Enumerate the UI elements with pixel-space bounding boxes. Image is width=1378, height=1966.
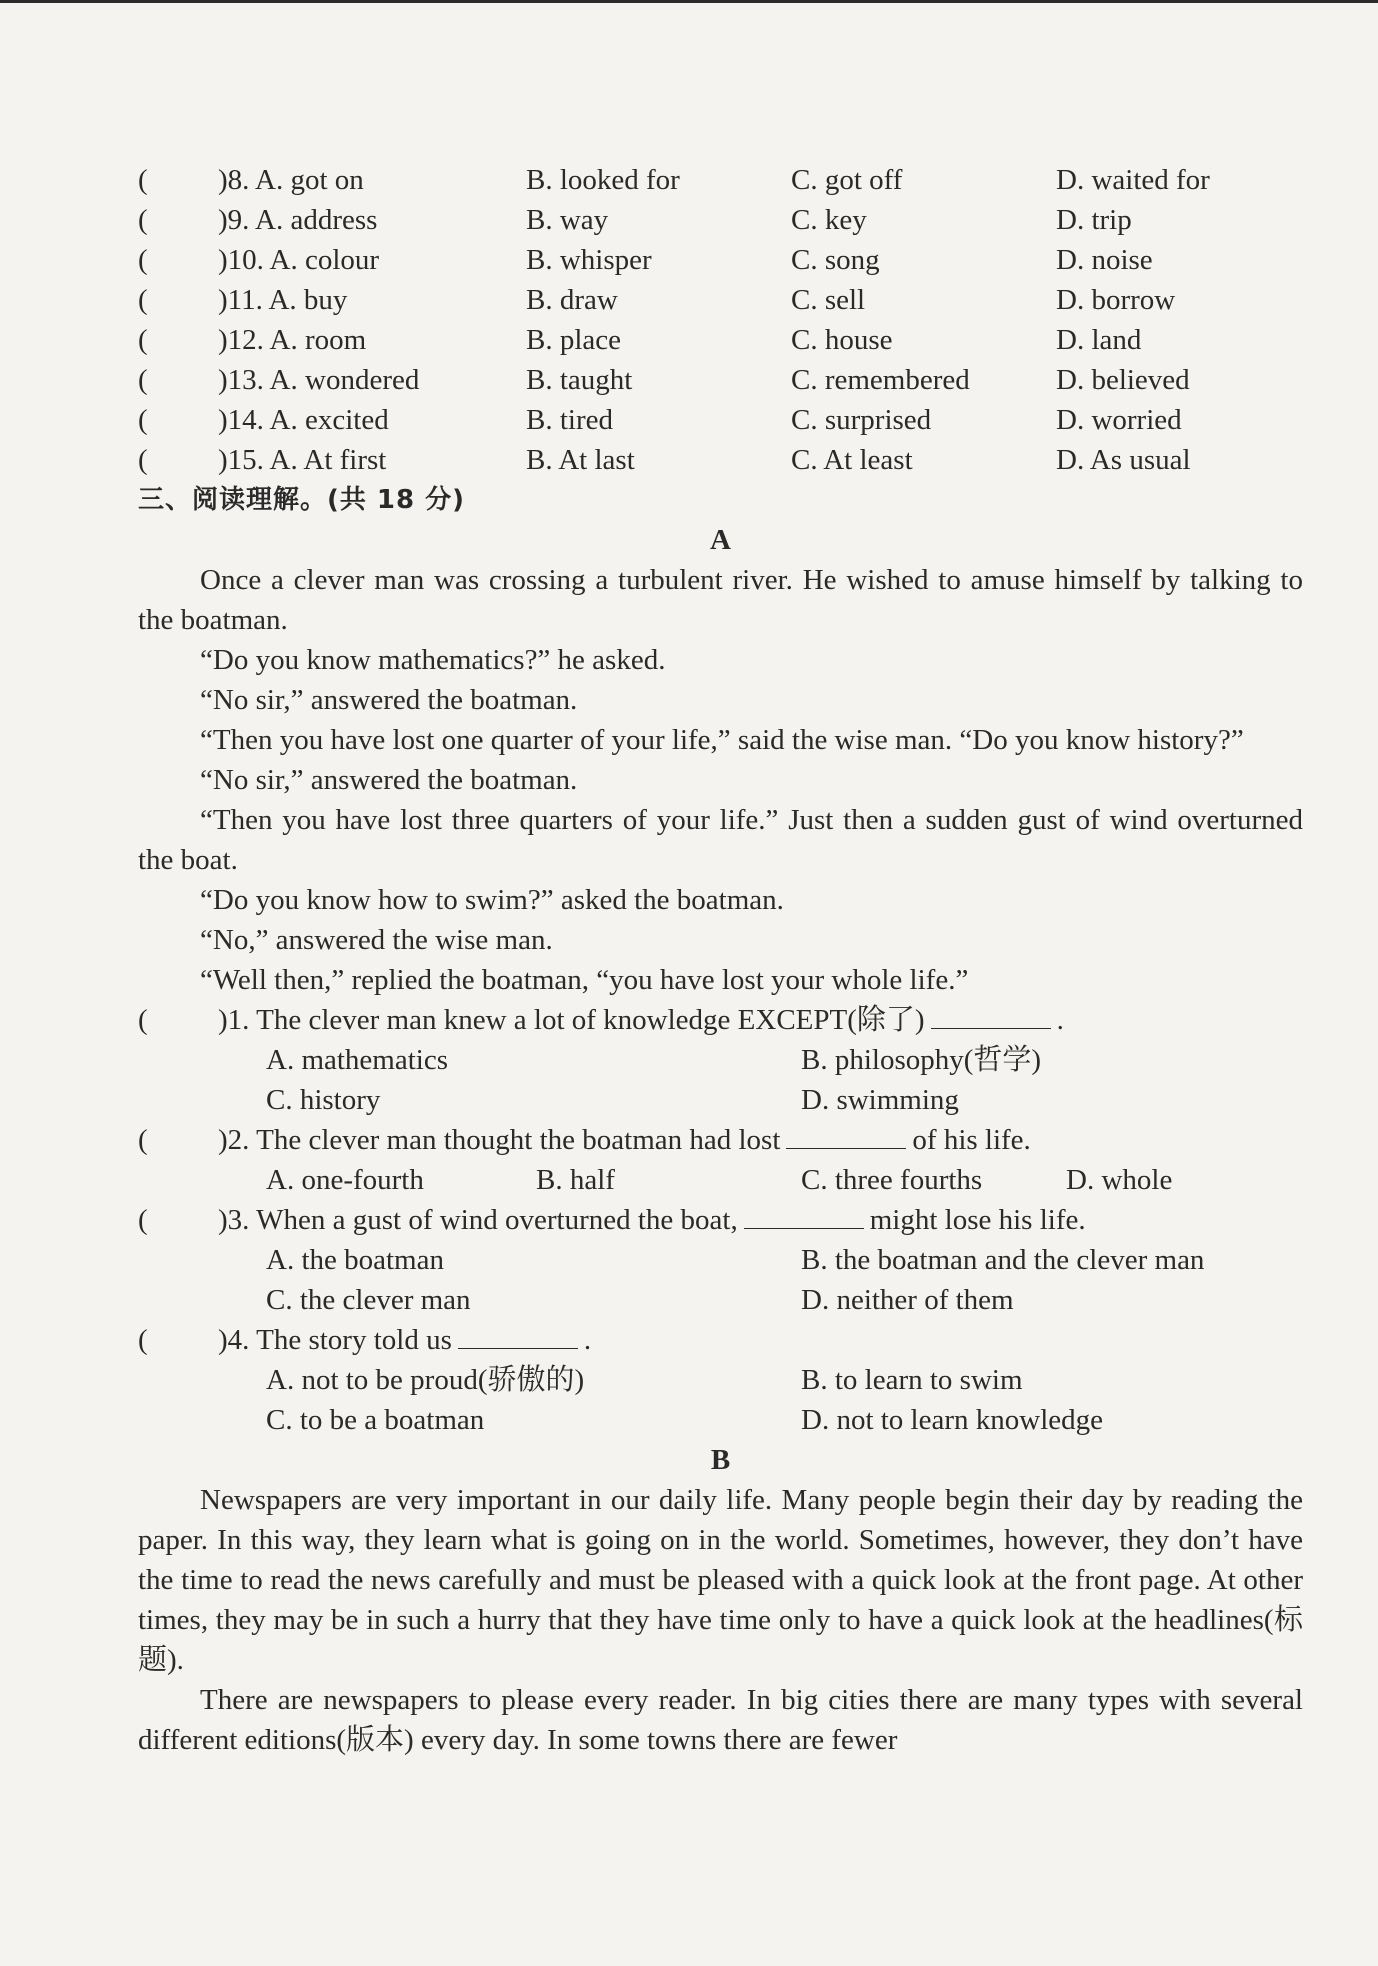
option-c[interactable]: C. to be a boatman [266, 1404, 485, 1436]
section-3-title: 三、阅读理解。(共 18 分) [138, 485, 466, 515]
cloze-row-14 [138, 400, 1303, 440]
paragraph: There are newspapers to please every reader. In big cities there are many types with several different editions(版本) every day. In some towns there are fewer [138, 1684, 1303, 1756]
option-a: )14. A. excited [218, 403, 389, 436]
answer-blank[interactable] [931, 1002, 1051, 1029]
option-b: B. way [526, 203, 609, 236]
cloze-row-9 [138, 200, 1303, 240]
option-b: B. At last [526, 443, 635, 476]
cloze-row-12 [138, 320, 1303, 360]
options-row [138, 1160, 1303, 1200]
question-3 [138, 1200, 1303, 1240]
scan-top-edge [0, 0, 1378, 3]
answer-paren[interactable]: ( [138, 243, 148, 276]
option-b: B. place [526, 323, 622, 356]
option-a: )11. A. buy [218, 283, 348, 316]
answer-blank[interactable] [744, 1202, 864, 1229]
answer-blank[interactable] [786, 1122, 906, 1149]
option-c[interactable]: C. history [266, 1084, 381, 1116]
option-c: C. house [791, 323, 893, 356]
question-4 [138, 1320, 1303, 1360]
option-b: B. looked for [526, 163, 680, 196]
question-end: . [1056, 1004, 1064, 1036]
paragraph: Newspapers are very important in our daily life. Many people begin their day by reading the paper. In this way, they learn what is going on in the world. Sometimes, however, they don’t have the time to read the news carefully and must be pleased with a quick look at the front page. At other times, they may be in such a hurry that they have time only to have a quick look at the headlines(标题). [138, 1484, 1303, 1676]
option-d[interactable]: D. neither of them [801, 1284, 1014, 1316]
option-b[interactable]: B. to learn to swim [801, 1364, 1023, 1396]
option-d: D. worried [1056, 403, 1182, 436]
option-c: C. song [791, 243, 880, 276]
answer-paren[interactable]: ( [138, 163, 148, 196]
option-a: )13. A. wondered [218, 363, 420, 396]
cloze-row-11 [138, 280, 1303, 320]
option-d: D. trip [1056, 203, 1132, 236]
option-d: D. believed [1056, 363, 1190, 396]
question-stem [218, 1320, 591, 1360]
option-a: )8. A. got on [218, 163, 364, 196]
paragraph: “Do you know mathematics?” he asked. [200, 644, 666, 676]
paragraph: “No,” answered the wise man. [200, 924, 553, 956]
options-row [138, 1400, 1303, 1440]
paragraph: “No sir,” answered the boatman. [200, 764, 578, 796]
exam-sheet [138, 160, 1303, 1760]
cloze-row-10 [138, 240, 1303, 280]
question-text: )2. The clever man thought the boatman had lost [218, 1124, 781, 1156]
option-b[interactable]: B. philosophy(哲学) [801, 1044, 1042, 1076]
option-b: B. tired [526, 403, 613, 436]
passage-b [138, 1480, 1303, 1760]
question-end: might lose his life. [869, 1204, 1086, 1236]
option-c: C. sell [791, 283, 866, 316]
option-c[interactable]: C. the clever man [266, 1284, 471, 1316]
option-d: D. As usual [1056, 443, 1191, 476]
option-a[interactable]: A. mathematics [266, 1044, 449, 1076]
question-text: )4. The story told us [218, 1324, 452, 1356]
passage-a-heading: A [710, 524, 731, 556]
option-d: D. borrow [1056, 283, 1176, 316]
options-row [138, 1040, 1303, 1080]
options-row [138, 1360, 1303, 1400]
option-c[interactable]: C. three fourths [801, 1164, 983, 1196]
question-1 [138, 1000, 1303, 1040]
option-d[interactable]: D. whole [1066, 1164, 1173, 1196]
question-2 [138, 1120, 1303, 1160]
question-stem [218, 1200, 1086, 1240]
option-d[interactable]: D. swimming [801, 1084, 959, 1116]
answer-paren[interactable]: ( [138, 443, 148, 476]
cloze-row-15 [138, 440, 1303, 480]
answer-blank[interactable] [458, 1322, 578, 1349]
questions-a [138, 1000, 1303, 1440]
paragraph: “Then you have lost three quarters of your life.” Just then a sudden gust of wind overturned the boat. [138, 804, 1303, 876]
option-b[interactable]: B. the boatman and the clever man [801, 1244, 1205, 1276]
question-stem [218, 1120, 1031, 1160]
option-d[interactable]: D. not to learn knowledge [801, 1404, 1104, 1436]
question-end: of his life. [912, 1124, 1031, 1156]
passage-a [138, 560, 1303, 1000]
option-d: D. noise [1056, 243, 1153, 276]
option-c: C. remembered [791, 363, 970, 396]
options-row [138, 1080, 1303, 1120]
question-text: )1. The clever man knew a lot of knowledge EXCEPT(除了) [218, 1004, 925, 1036]
answer-paren[interactable]: ( [138, 1004, 148, 1036]
option-a[interactable]: A. not to be proud(骄傲的) [266, 1364, 585, 1396]
option-a: )9. A. address [218, 203, 378, 236]
cloze-row-13 [138, 360, 1303, 400]
option-b: B. taught [526, 363, 633, 396]
option-a[interactable]: A. the boatman [266, 1244, 444, 1276]
cloze-options [138, 160, 1303, 480]
option-b: B. draw [526, 283, 618, 316]
paragraph: “Do you know how to swim?” asked the boatman. [200, 884, 784, 916]
option-c: C. At least [791, 443, 913, 476]
answer-paren[interactable]: ( [138, 323, 148, 356]
option-d: D. waited for [1056, 163, 1210, 196]
paragraph: “Well then,” replied the boatman, “you have lost your whole life.” [200, 964, 969, 996]
option-b[interactable]: B. half [536, 1164, 615, 1196]
options-row [138, 1280, 1303, 1320]
answer-paren[interactable]: ( [138, 283, 148, 316]
answer-paren[interactable]: ( [138, 1124, 148, 1156]
answer-paren[interactable]: ( [138, 403, 148, 436]
option-a: )15. A. At first [218, 443, 387, 476]
options-row [138, 1240, 1303, 1280]
option-b: B. whisper [526, 243, 652, 276]
question-stem [218, 1000, 1064, 1040]
answer-paren[interactable]: ( [138, 1204, 148, 1236]
cloze-row-8 [138, 160, 1303, 200]
paragraph: Once a clever man was crossing a turbulent river. He wished to amuse himself by talking to the boatman. [138, 564, 1303, 636]
answer-paren[interactable]: ( [138, 203, 148, 236]
paragraph: “Then you have lost one quarter of your life,” said the wise man. “Do you know history?” [200, 724, 1244, 756]
answer-paren[interactable]: ( [138, 363, 148, 396]
option-a: )12. A. room [218, 323, 367, 356]
question-text: )3. When a gust of wind overturned the boat, [218, 1204, 738, 1236]
option-a: )10. A. colour [218, 243, 380, 276]
option-d: D. land [1056, 323, 1142, 356]
passage-b-heading: B [710, 1444, 731, 1476]
question-end: . [583, 1324, 592, 1356]
option-c: C. key [791, 203, 867, 236]
option-c: C. got off [791, 163, 903, 196]
option-a[interactable]: A. one-fourth [266, 1164, 424, 1196]
answer-paren[interactable]: ( [138, 1324, 148, 1356]
paragraph: “No sir,” answered the boatman. [200, 684, 578, 716]
option-c: C. surprised [791, 403, 932, 436]
